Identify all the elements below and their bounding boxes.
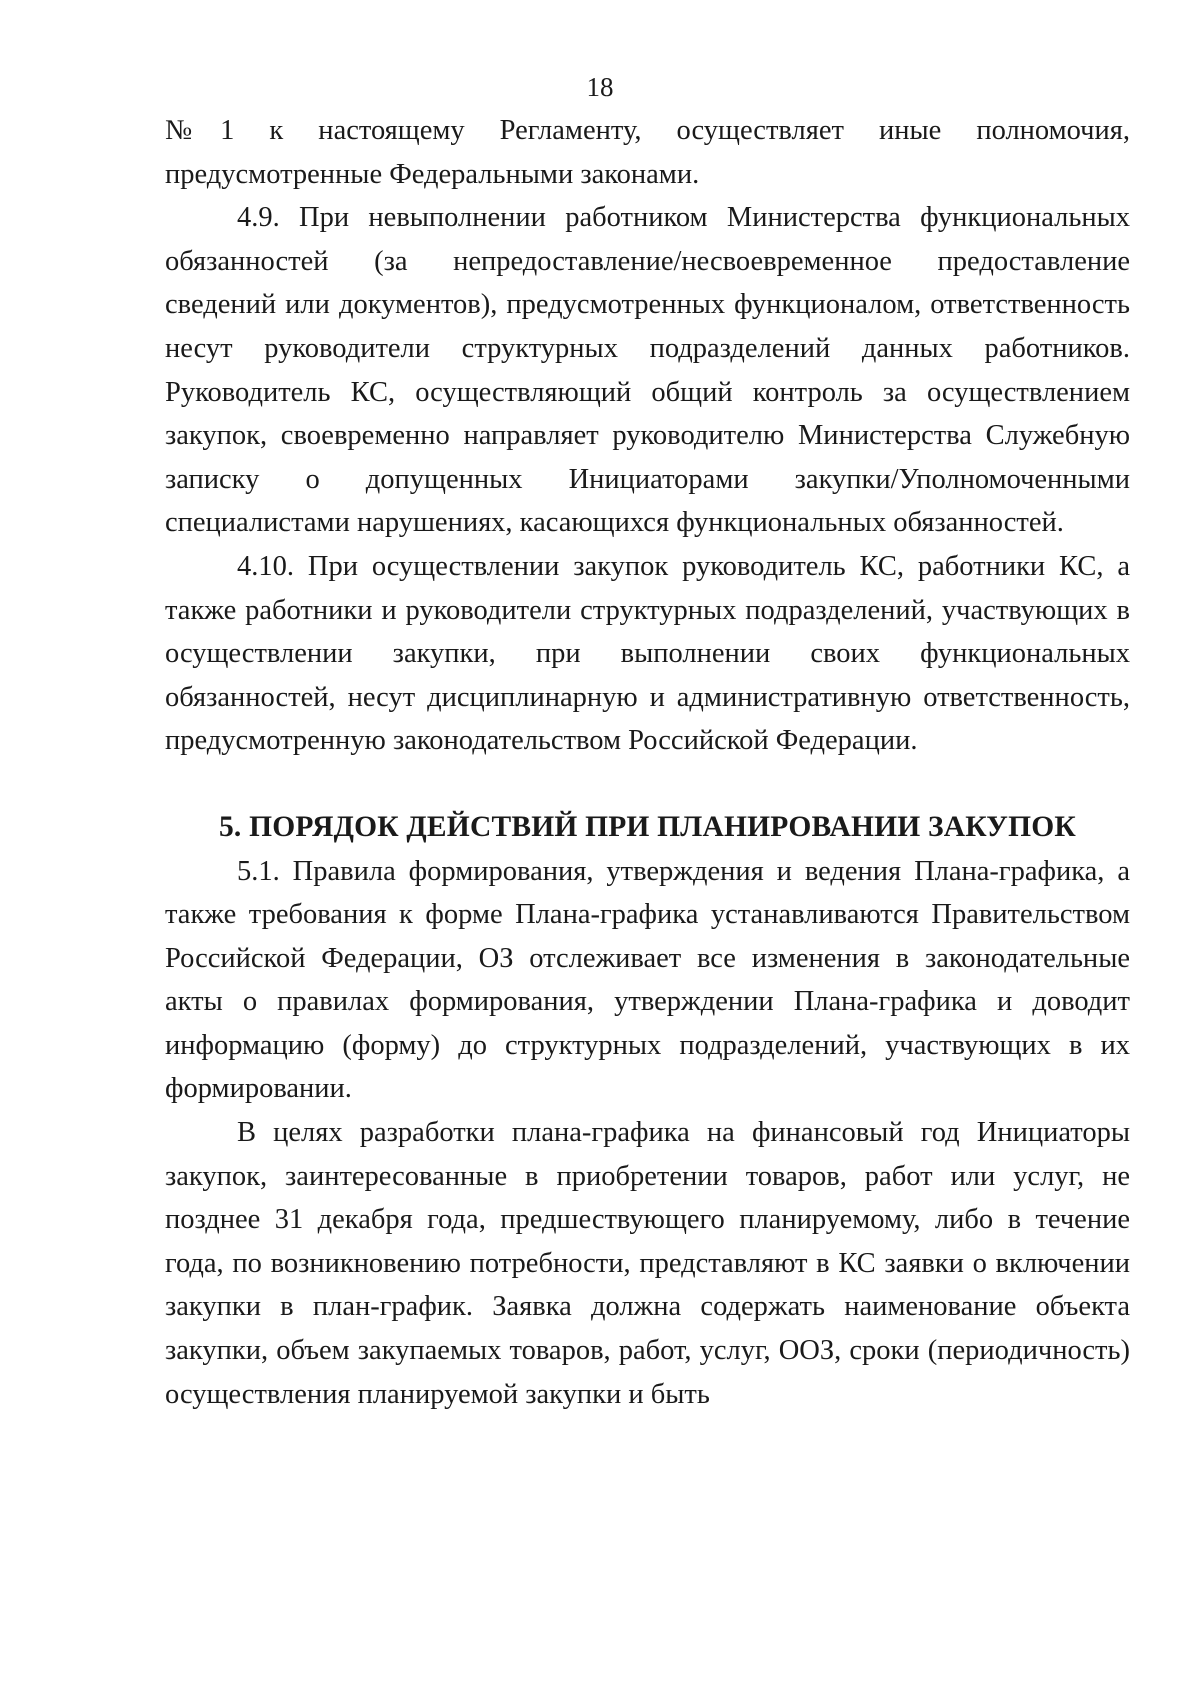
paragraph-4-10: 4.10. При осуществлении закупок руководитель КС, работники КС, а также работники и руководители структурных подразделений, участвующих в осуществлении закупки, при выполнении своих функциональных обязанностей, несут дисциплинарную и административную ответственность, предусмотренную законодательством Российской Федерации. — [165, 550, 1130, 757]
paragraph-continuation: №1 к настоящему Регламенту, осуществляет иные полномочия, предусмотренные Федеральными законами. — [165, 115, 1130, 190]
paragraph-5-1: 5.1. Правила формирования, утверждения и ведения Плана-графика, а также требования к форме Плана-графика устанавливаются Правительством Российской Федерации, ОЗ отслеживает все изменения в законодательные акты о правилах формирования, утверждении Плана-графика и доводит информацию (форму) до структурных подразделений, участвующих в их формировании. — [165, 855, 1130, 1105]
paragraph-5-1-continued: В целях разработки плана-графика на финансовый год Инициаторы закупок, заинтересованные в приобретении товаров, работ или услуг, не позднее 31 декабря года, предшествующего планируемому, либо в течение года, по возникновению потребности, представляют в КС заявки о включении закупки в план-график. Заявка должна содержать наименование объекта закупки, объем закупаемых товаров, работ, услуг, ООЗ, сроки (периодичность) осуществления планируемой закупки и быть — [165, 1117, 1130, 1410]
paragraph-4-9: 4.9. При невыполнении работником Министерства функциональных обязанностей (за непредоставление/несвоевременное предоставление сведений или документов), предусмотренных функционалом, ответственность несут руководители структурных подразделений данных работников. Руководитель КС, осуществляющий общий контроль за осуществлением закупок, своевременно направляет руководителю Министерства Служебную записку о допущенных Инициаторами закупки/Уполномоченными специалистами нарушениях, касающихся функциональных обязанностей. — [165, 202, 1130, 539]
document-body — [165, 109, 1130, 1416]
page-number: 18 — [586, 72, 614, 102]
section-5-heading: 5. ПОРЯДОК ДЕЙСТВИЙ ПРИ ПЛАНИРОВАНИИ ЗАКУПОК — [218, 810, 1077, 843]
